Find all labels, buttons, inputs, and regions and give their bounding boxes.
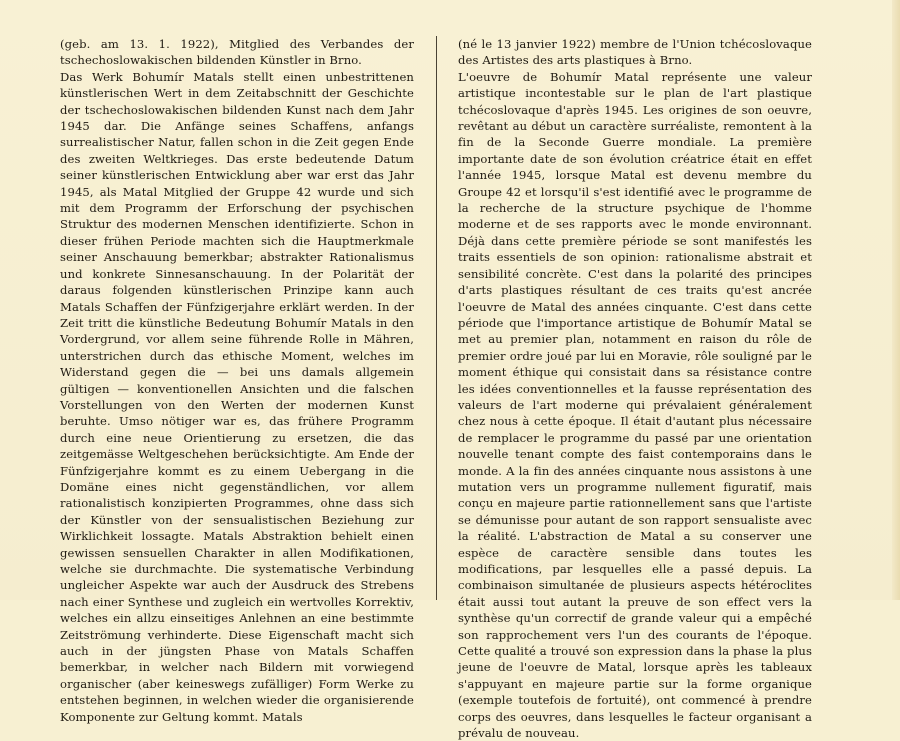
french-body-paragraph: L'oeuvre de Bohumír Matal représente une valeur artistique incontestable sur le plan de l'art plastique tchécoslovaque d'après 1945. Les origines de son oeuvre, revêtant au début un caractère surréaliste, remontent à la fin de la Seconde Guerre mondiale. La première importante date de son évolution créatrice était en effet l'année 1945, lorsque Matal est devenu membre du Groupe 42 et lorsqu'il s'est identifié avec le programme de la recherche de la structure psychique de l'homme moderne et de ses rapports avec le monde environnant. Déjà dans cette première période se sont manifestés les traits essentiels de son opinion: rationalisme abstrait et sensibilité concrète. C'est dans la polarité des principes d'arts plastiques résultant de ces traits qu'est ancrée l'oeuvre de Matal des années cinquante. C'est dans cette période que l'importance artistique de Bohumír Matal se met au premier plan, notamment en raison du rôle de premier ordre joué par lui en Moravie, rôle souligné par le moment éthique qui consistait dans sa résistance contre les idées conventionnelles et la fausse représentation des valeurs de l'art moderne qui prévalaient généralement chez nous à cette époque. Il était d'autant plus nécessaire de remplacer le programme du passé par une orientation nouvelle tenant compte des faist contemporains dans le monde. A la fin des années cinquante nous assistons à une mutation vers un programme nullement figuratif, mais conçu en majeure partie rationnellement sans que l'artiste se démunisse pour autant de son rapport sensualiste avec la réalité. L'abstraction de Matal a su conserver une espèce de caractère sensible dans toutes les modifications, par lesquelles elle a passé depuis. La combinaison simultanée de plusieurs aspects hétéroclites était aussi tout autant la preuve de son effect vers la synthèse qu'un correctif de grande valeur qui a empêché son rapprochement vers l'un des courants de l'époque. Cette qualité a trouvé son expression dans la phase la plus jeune de l'oeuvre de Matal, lorsque après les tableaux s'appuyant en majeure partie sur la forme organique (exemple toutefois de fortuité), ont commencé à prendre corps des oeuvres, dans lesquelles le facteur organisant a prévalu de nouveau. bbox=[458, 69, 812, 741]
german-column bbox=[60, 36, 414, 724]
german-intro-paragraph: (geb. am 13. 1. 1922), Mitglied des Verbandes der tschechoslowakischen bildenden Künstler in Brno. bbox=[60, 37, 414, 68]
french-column bbox=[458, 36, 812, 741]
column-divider bbox=[436, 36, 437, 600]
french-intro-paragraph: (né le 13 janvier 1922) membre de l'Union tchécoslovaque des Artistes des arts plastiques à Brno. bbox=[458, 37, 812, 68]
german-body-paragraph: Das Werk Bohumír Matals stellt einen unbestrittenen künstlerischen Wert in dem Zeitabschnitt der Geschichte der tschechoslowakischen bildenden Kunst nach dem Jahr 1945 dar. Die Anfänge seines Schaffens, anfangs surrealistischer Natur, fallen schon in die Zeit gegen Ende des zweiten Weltkrieges. Das erste bedeutende Datum seiner künstlerischen Entwicklung aber war erst das Jahr 1945, als Matal Mitglied der Gruppe 42 wurde und sich mit dem Programm der Erforschung der psychischen Struktur des modernen Menschen identifizierte. Schon in dieser frühen Periode machten sich die Hauptmerkmale seiner Anschauung bemerkbar; abstrakter Rationalismus und konkrete Sinnesanschauung. In der Polarität der daraus folgenden künstlerischen Prinzipe kann auch Matals Schaffen der Fünfzigerjahre erklärt werden. In der Zeit tritt die künstliche Bedeutung Bohumír Matals in den Vordergrund, vor allem seine führende Rolle in Mähren, unterstrichen durch das ethische Moment, welches im Widerstand gegen die — bei uns damals allgemein gültigen — konventionellen Ansichten und die falschen Vorstellungen von den Werten der modernen Kunst beruhte. Umso nötiger war es, das frühere Programm durch eine neue Orientierung zu ersetzen, die das zeitgemässe Weltgeschehen berücksichtigte. Am Ende der Fünfzigerjahre kommt es zu einem Uebergang in die Domäne eines nicht gegenständlichen, vor allem rationalistisch konzipierten Programmes, ohne dass sich der Künstler von der sensualistischen Beziehung zur Wirklichkeit lossagte. Matals Abstraktion behielt einen gewissen sensuellen Charakter in allen Modifikationen, welche sie durchmachte. Die systematische Verbindung ungleicher Aspekte war auch der Ausdruck des Strebens nach einer Synthese und zugleich ein wertvolles Korrektiv, welches ein allzu einseitiges Anlehnen an eine bestimmte Zeitströmung verhinderte. Diese Eigenschaft macht sich auch in der jüngsten Phase von Matals Schaffen bemerkbar, in welcher nach Bildern mit vorwiegend organischer (aber keineswegs zufälliger) Form Werke zu entstehen beginnen, in welchen wieder die organisierende Komponente zur Geltung kommt. Matals bbox=[60, 69, 414, 724]
page-edge bbox=[892, 0, 900, 600]
